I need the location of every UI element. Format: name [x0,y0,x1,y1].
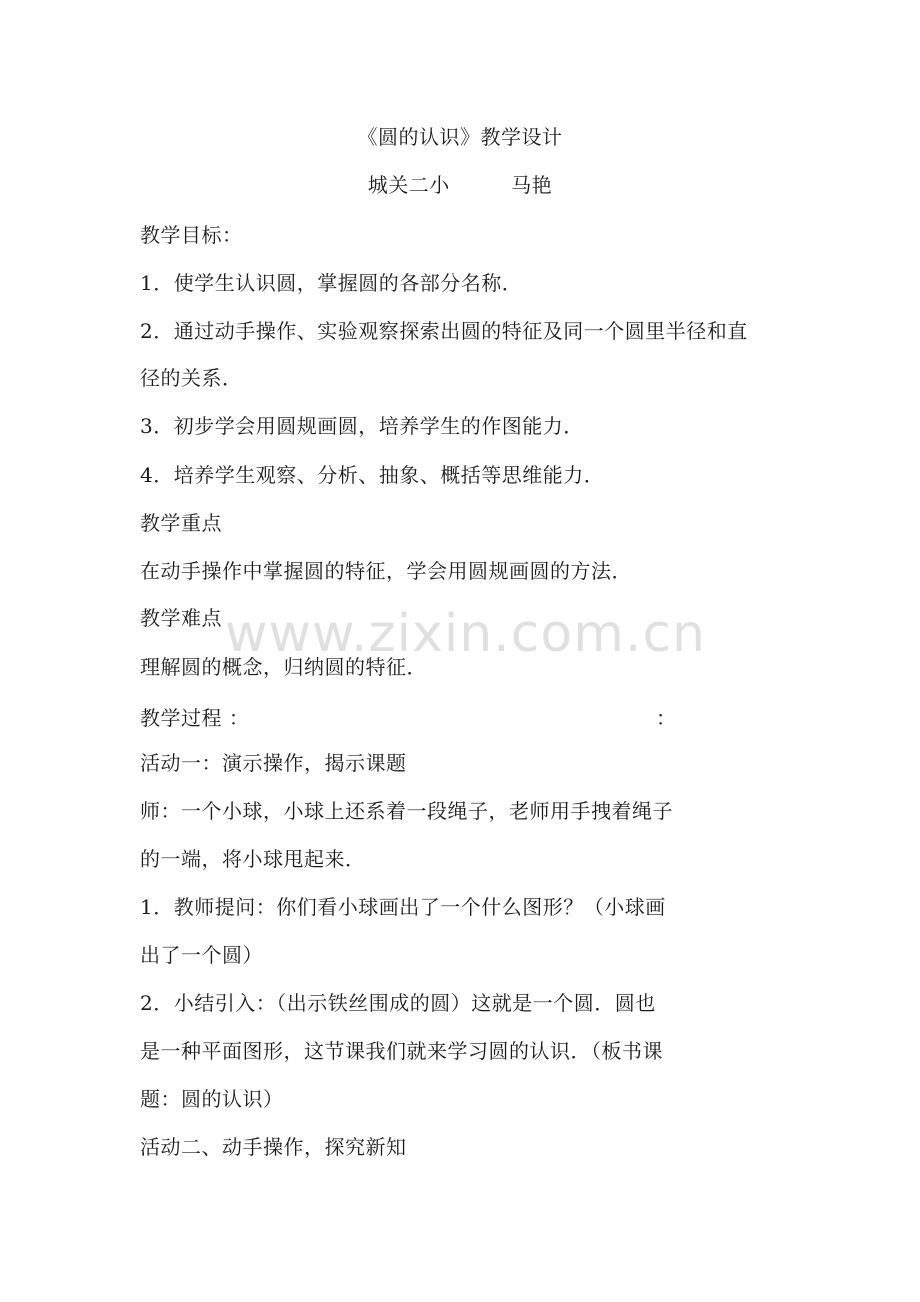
paragraph-line: 题：圆的认识） [140,1087,284,1111]
paragraph-line: 2．通过动手操作、实验观察探索出圆的特征及同一个圆里半径和直 [140,319,748,343]
document-title: 《圆的认识》教学设计 [357,125,563,149]
paragraph-line: 在动手操作中掌握圆的特征，学会用圆规画圆的方法． [140,559,632,583]
paragraph-line: 径的关系． [140,366,243,390]
author-line: 城关二小 马艳 [367,173,553,197]
paragraph-line: 的一端，将小球甩起来． [140,847,366,871]
paragraph-line: 4．培养学生观察、分析、抽象、概括等思维能力． [140,463,605,487]
stray-colon: ： [656,706,676,730]
paragraph-line: 1．教师提问：你们看小球画出了一个什么图形？（小球画 [140,895,666,919]
paragraph-line: 2．小结引入：（出示铁丝围成的圆）这就是一个圆．圆也 [140,991,656,1015]
paragraph-line: 1．使学生认识圆，掌握圆的各部分名称． [140,271,523,295]
paragraph-line: 是一种平面图形，这节课我们就来学习圆的认识．（板书课 [140,1039,663,1063]
paragraph-line: 师：一个小球，小球上还系着一段绳子，老师用手拽着绳子 [140,799,673,823]
activity-heading: 活动二、动手操作，探究新知 [140,1135,407,1159]
paragraph-line: 3．初步学会用圆规画圆，培养学生的作图能力． [140,414,584,438]
section-heading-key-points: 教学重点 [140,511,222,535]
paragraph-line: 理解圆的概念，归纳圆的特征． [140,655,427,679]
paragraph-line: 出了一个圆） [140,943,263,967]
section-heading-process: 教学过程 ： [140,706,250,730]
section-heading-difficulties: 教学难点 [140,606,222,630]
section-heading-objectives: 教学目标： [140,223,243,247]
activity-heading: 活动一：演示操作，揭示课题 [140,751,407,775]
watermark: www.zixin.com.cn [225,604,706,664]
